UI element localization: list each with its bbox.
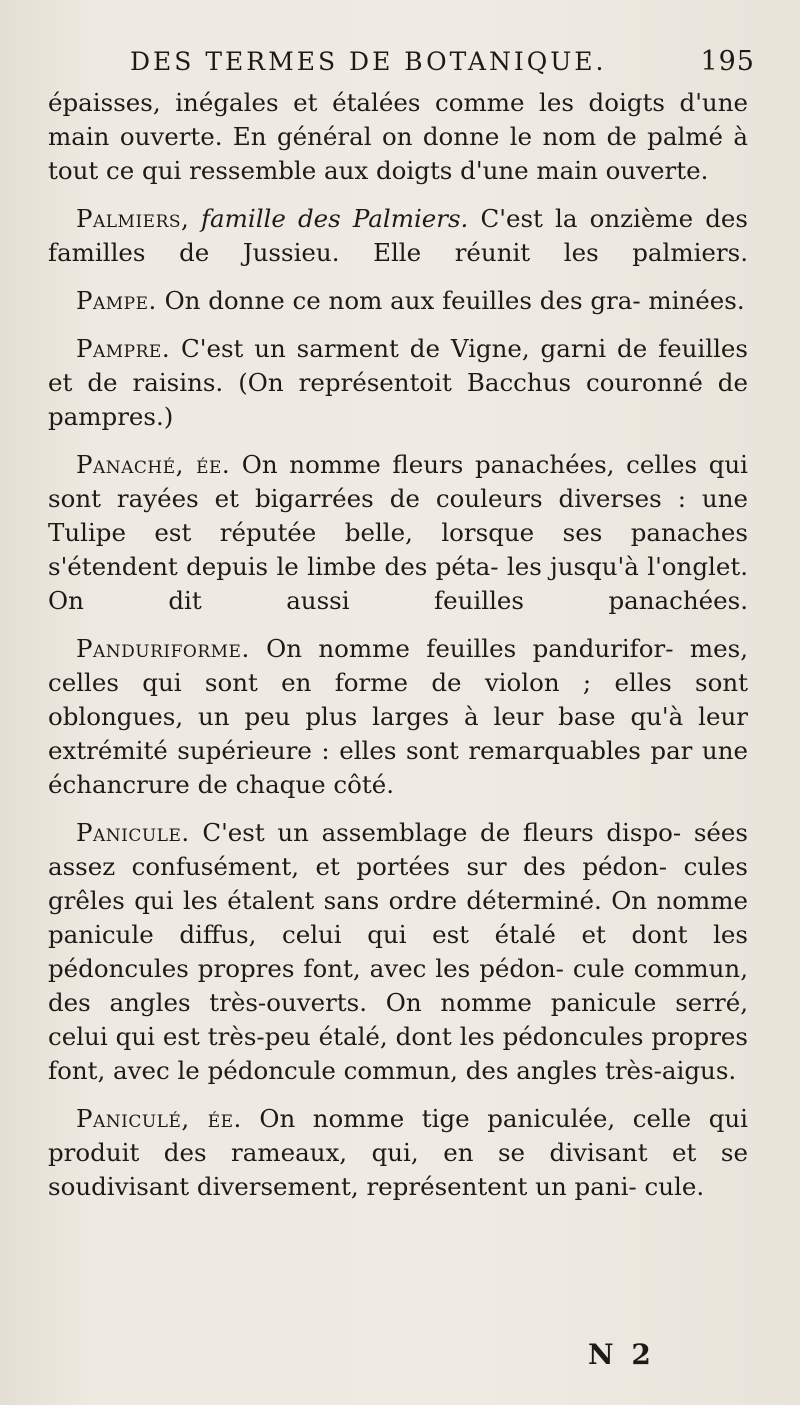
entry-panicule [48,816,748,1088]
line: sées assez confusément, et portées sur des pédon- [48,818,748,881]
line: diverses : une Tulipe est réputée belle, lorsque [48,484,748,547]
line: On nomme fleurs panachées, [230,450,615,479]
entry-term: Pampre. [76,334,171,363]
line: C'est la onzième [468,204,694,233]
entry-italic: famille des Palmiers. [200,204,469,233]
line: commun, des angles très-aigus. [343,1056,737,1085]
entry-panache [48,448,748,618]
line: C'est un assemblage de fleurs dispo- [189,818,682,847]
line: celles qui sont rayées et bigarrées de couleurs [48,450,748,513]
entry-panicule-adjective [48,1102,748,1204]
line: oblongues, un peu plus larges à leur base qu'à [48,702,684,731]
line: épaisses, inégales et étalées comme les doigts d'une [48,88,748,117]
page-header [130,44,755,80]
line: On nomme tige paniculée, celle [241,1104,692,1133]
line: palmé à tout ce qui ressemble aux doigts d'une [48,122,748,185]
entry-term: Panicule. [76,818,190,847]
line: minées. [648,286,745,315]
line: panicule serré, celui qui est très-peu étalé, dont [48,988,748,1051]
line: On donne ce nom aux feuilles des gra- [156,286,641,315]
entry-panduriforme [48,632,748,802]
entry-term: Paniculé, ée. [76,1104,242,1133]
entry-term: Panduriforme. [76,634,250,663]
line: main ouverte. [536,156,709,185]
line: les jusqu'à l'onglet. On dit aussi feuilles panachées. [48,552,748,615]
line: couronné de pampres.) [48,368,748,431]
line: les pédoncules propres font, avec le pédoncule [48,1022,749,1085]
line: cule commun, des angles très-ouverts. On nomme [48,954,748,1017]
line: par une échancrure de chaque côté. [48,736,748,799]
line: ses panaches s'étendent depuis le limbe des péta- [48,518,748,581]
line: des familles de Jussieu. Elle réunit les palmiers. [48,204,748,267]
line: main ouverte. En général on donne le nom de [48,122,637,151]
line: cules grêles qui les étalent sans ordre déterminé. [48,852,748,915]
entry-pampre [48,332,748,434]
line: qui produit des rameaux, qui, en se divisant et [48,1104,749,1167]
line: On nomme feuilles pandurifor- [249,634,674,663]
line: On nomme panicule diffus, celui qui est étalé et [48,886,748,949]
signature-mark: N 2 [588,1338,655,1371]
line: leur extrémité supérieure : elles sont remarquables [48,702,748,765]
line: mes, celles qui sont en forme de violon ; elles sont [48,634,748,697]
entry-pampe [48,284,748,318]
body-text [48,86,748,1204]
line: C'est un sarment de Vigne, garni de [170,334,648,363]
line: dont les pédoncules propres font, avec les pédon- [48,920,748,983]
line: cule. [644,1172,705,1201]
page-number: 195 [700,46,755,77]
entry-palmiers: Palmiers, famille des Palmiers. C'est la onzième des familles de Jussieu. Elle réunit les palmiers. [48,204,748,267]
line: se soudivisant diversement, représentent un pani- [48,1138,748,1201]
entry-term: Panaché, ée. [76,450,231,479]
paragraph-palme-continuation [48,86,748,188]
entry-term: Pampe. [76,286,157,315]
running-title: DES TERMES DE BOTANIQUE. [130,47,607,76]
line: feuilles et de raisins. (On représentoit Bacchus [48,334,749,397]
entry-term: Palmiers [76,204,182,233]
